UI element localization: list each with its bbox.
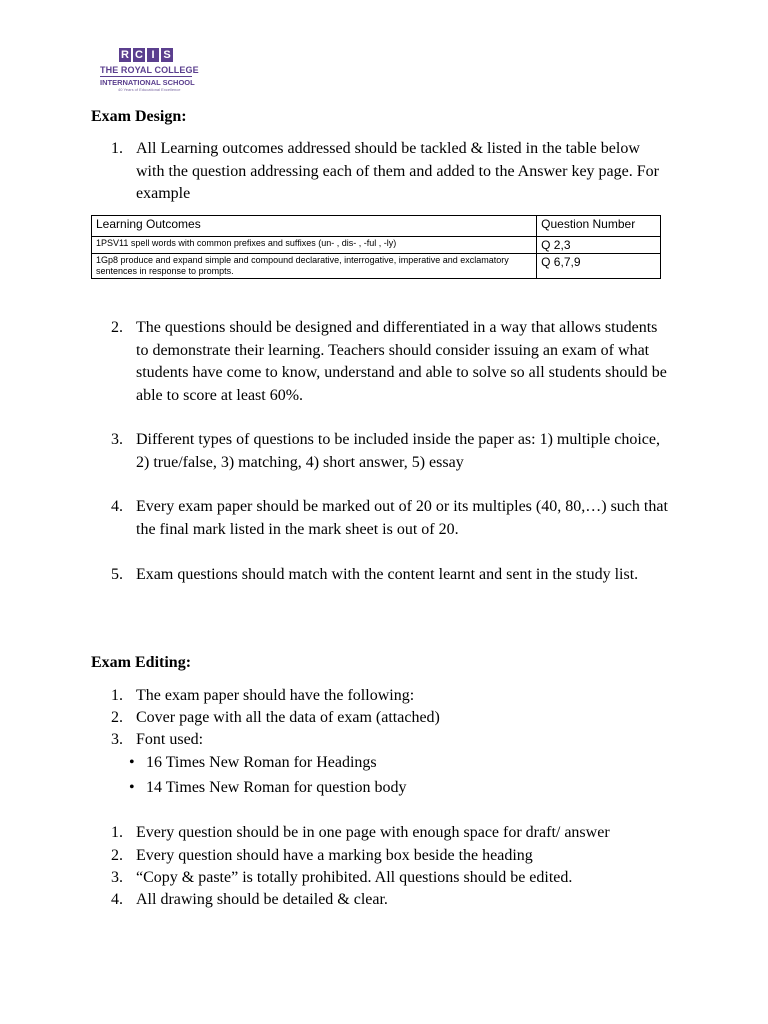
item-text: Every question should be in one page with enough space for draft/ answer [136, 824, 610, 841]
table-cell-outcome: 1Gp8 produce and expand simple and compound declarative, interrogative, imperative and exclamatory sentences in response to prompts. [92, 254, 537, 279]
logo-divider [100, 76, 192, 77]
editing-item-3 [111, 729, 671, 752]
table-cell-question: Q 2,3 [537, 237, 661, 254]
item-text: Every exam paper should be marked out of 20 or its multiples (40, 80,…) such that the final mark listed in the mark sheet is out of 20. [136, 498, 668, 538]
item-text: Different types of questions to be included inside the paper as: 1) multiple choice, 2) true/false, 3) matching, 4) short answer, 5) essay [136, 431, 661, 471]
item-number: 3. [111, 431, 123, 448]
table-header-learning-outcomes: Learning Outcomes [92, 216, 537, 237]
table-cell-question: Q 6,7,9 [537, 254, 661, 279]
item-text: Cover page with all the data of exam (attached) [136, 709, 440, 726]
font-bullet-item [129, 752, 377, 774]
logo-tagline: 40 Years of Educational Excellence [118, 87, 181, 92]
editing-item-1 [111, 685, 671, 708]
bullet-dot-icon: • [129, 779, 135, 796]
exam-design-heading: Exam Design: [91, 108, 187, 125]
item-text: All Learning outcomes addressed should be tackled & listed in the table below with the question addressing each of them and added to the Answer key page. For example [136, 140, 659, 202]
item-number: 1. [111, 824, 123, 841]
item-number: 2. [111, 319, 123, 336]
font-bullet-item [129, 777, 406, 799]
bullet-text: 16 Times New Roman for Headings [146, 754, 377, 771]
table-row [92, 237, 661, 254]
logo-letter: C [133, 48, 145, 62]
item-text: All drawing should be detailed & clear. [136, 891, 388, 908]
item-number: 1. [111, 687, 123, 704]
item-text: Exam questions should match with the content learnt and sent in the study list. [136, 566, 639, 583]
item-number: 4. [111, 498, 123, 515]
item-text: The exam paper should have the following: [136, 687, 415, 704]
table-header-row [92, 216, 661, 237]
table-header-question-number: Question Number [537, 216, 661, 237]
design-item-2 [111, 317, 671, 407]
item-text: Font used: [136, 731, 204, 748]
table-row [92, 254, 661, 279]
item-number: 4. [111, 891, 123, 908]
item-number: 2. [111, 847, 123, 864]
design-item-5 [111, 564, 671, 587]
editing-rule-4 [111, 889, 671, 912]
logo-letter: R [119, 48, 131, 62]
logo-school-subtitle: INTERNATIONAL SCHOOL [100, 78, 195, 87]
table-cell-outcome: 1PSV11 spell words with common prefixes and suffixes (un- , dis- , -ful , -ly) [92, 237, 537, 254]
editing-rule-2 [111, 845, 671, 868]
logo-letter: I [147, 48, 159, 62]
editing-rule-1 [111, 822, 671, 845]
editing-rule-3 [111, 867, 671, 890]
design-item-4 [111, 496, 671, 541]
learning-outcomes-table [91, 215, 661, 279]
item-text: Every question should have a marking box beside the heading [136, 847, 533, 864]
editing-item-2 [111, 707, 671, 730]
item-number: 5. [111, 566, 123, 583]
item-number: 2. [111, 709, 123, 726]
item-number: 3. [111, 869, 123, 886]
logo-letter: S [161, 48, 173, 62]
item-number: 1. [111, 140, 123, 157]
exam-editing-heading: Exam Editing: [91, 654, 192, 671]
item-text: The questions should be designed and differentiated in a way that allows students to demonstrate their learning. Teachers should consider issuing an exam of what students have come to know, understand and able to solve so all students should be able to score at least 60%. [136, 319, 667, 404]
item-text: “Copy & paste” is totally prohibited. All questions should be edited. [136, 869, 573, 886]
logo-letter-blocks [119, 48, 196, 62]
bullet-dot-icon: • [129, 754, 135, 771]
logo-school-name: THE ROYAL COLLEGE [100, 65, 199, 75]
item-number: 3. [111, 731, 123, 748]
design-item-1 [111, 138, 671, 206]
bullet-text: 14 Times New Roman for question body [146, 779, 407, 796]
design-item-3 [111, 429, 671, 474]
school-logo [100, 48, 199, 92]
